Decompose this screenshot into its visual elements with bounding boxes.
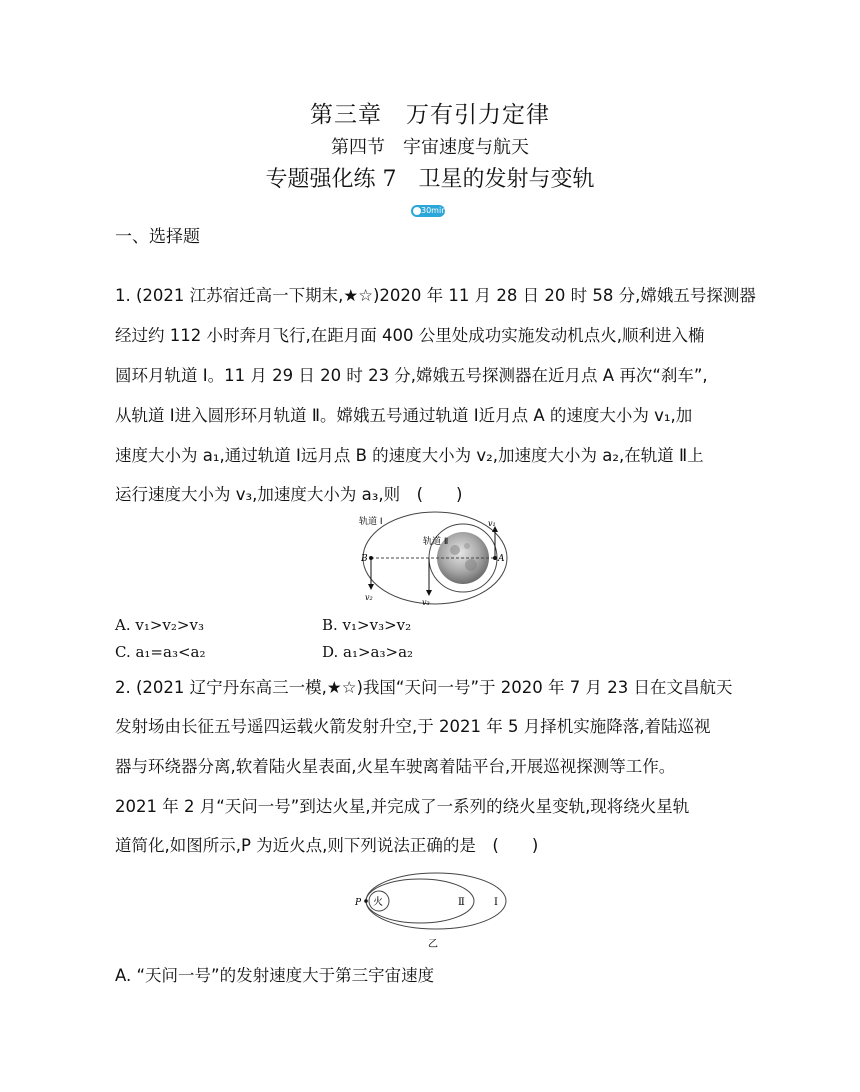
q1-line-2: 经过约 112 小时奔月飞行,在距月面 400 公里处成功实施发动机点火,顺利进入椭 (115, 326, 705, 345)
q1-line-6: 运行速度大小为 v₃,加速度大小为 a₃,则 ( ) (115, 485, 463, 504)
mars-label: 火 (373, 897, 383, 908)
figure-caption: 乙 (428, 939, 438, 950)
orbit-2-mark: Ⅱ (458, 897, 465, 908)
q1-option-a[interactable]: A. v₁>v₂>v₃ (115, 616, 204, 634)
point-b-label: B (361, 554, 368, 564)
q1-option-b[interactable]: B. v₁>v₃>v₂ (322, 616, 412, 634)
orbit-1-mark: Ⅰ (494, 897, 498, 908)
point-a-label: A (498, 554, 505, 564)
q1-line-1: 1. (2021 江苏宿迁高一下期末,★☆)2020 年 11 月 28 日 20 时 58 分,嫦娥五号探测器 (115, 286, 756, 305)
q1-line-4: 从轨道 Ⅰ进入圆形环月轨道 Ⅱ。嫦娥五号通过轨道 Ⅰ近月点 A 的速度大小为 v₁,加 (115, 406, 693, 425)
orbit-1-label: 轨道 Ⅰ (359, 517, 383, 527)
v3-label: v₃ (422, 598, 430, 607)
point-p-dot (364, 899, 368, 903)
point-p-label: P (355, 898, 362, 908)
q2-option-a[interactable]: A. “天问一号”的发射速度大于第三宇宙速度 (115, 966, 435, 985)
time-badge (411, 205, 445, 217)
q1-option-c[interactable]: C. a₁=a₃<a₂ (115, 643, 206, 661)
q1-option-d[interactable]: D. a₁>a₃>a₂ (322, 643, 414, 661)
q1-line-3: 圆环月轨道 Ⅰ。11 月 29 日 20 时 23 分,嫦娥五号探测器在近月点 A 再次“刹车”, (115, 366, 708, 385)
q2-line-3: 器与环绕器分离,软着陆火星表面,火星车驶离着陆平台,开展巡视探测等工作。 (115, 757, 676, 776)
time-badge-label: 30min (421, 206, 447, 215)
part-title: 一、选择题 (115, 227, 200, 247)
v2-label: v₂ (365, 593, 373, 602)
q2-line-1: 2. (2021 辽宁丹东高三一模,★☆)我国“天问一号”于 2020 年 7 月 23 日在文昌航天 (115, 678, 733, 697)
q2-line-2: 发射场由长征五号遥四运载火箭发射升空,于 2021 年 5 月择机实施降落,着陆巡视 (115, 717, 711, 736)
section-title: 第四节 宇宙速度与航天 (331, 137, 529, 158)
q2-line-4: 2021 年 2 月“天问一号”到达火星,并完成了一系列的绕火星变轨,现将绕火星轨 (115, 797, 690, 816)
q1-line-5: 速度大小为 a₁,通过轨道 Ⅰ远月点 B 的速度大小为 v₂,加速度大小为 a₂,在轨道 Ⅱ上 (115, 446, 704, 465)
q1-orbit-figure (355, 510, 510, 608)
v1-label: v₁ (488, 519, 496, 528)
topic-title: 专题强化练 7 卫星的发射与变轨 (265, 167, 595, 192)
chapter-title: 第三章 万有引力定律 (310, 102, 550, 128)
q2-line-5: 道简化,如图所示,P 为近火点,则下列说法正确的是 ( ) (115, 836, 539, 855)
orbit-2-label: 轨道 Ⅱ (423, 537, 449, 547)
q2-orbit-figure (352, 868, 512, 950)
